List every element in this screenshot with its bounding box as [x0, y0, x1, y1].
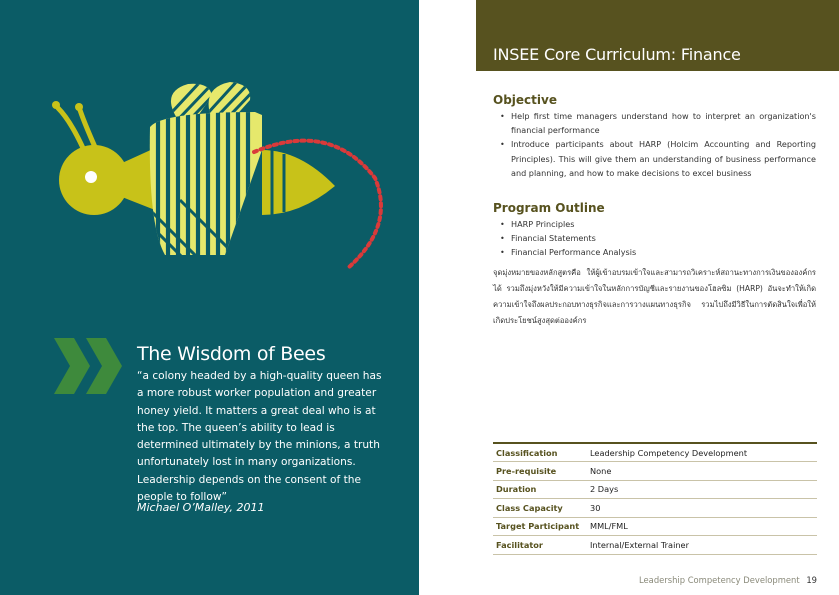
table-row — [493, 443, 817, 462]
course-details-table — [493, 442, 817, 555]
table-row — [493, 536, 817, 555]
wisdom-quote: “a colony headed by a high-quality queen has a more robust worker population and greater honey yield. It matters a great deal who is at the top. The queen’s ability to lead is determined ultimately by the minions, a truth unfortunately lost in many organizations. Leadership depends on the consent of the people to follow” — [137, 370, 382, 504]
detail-label: Pre-requisite — [496, 465, 557, 476]
bee-head — [59, 145, 155, 215]
table-row — [493, 499, 817, 518]
detail-label: Duration — [496, 484, 537, 495]
detail-value: MML/FML — [590, 521, 628, 532]
detail-value: Leadership Competency Development — [590, 447, 748, 458]
page-number: 19 — [806, 575, 817, 585]
detail-value: Internal/External Trainer — [590, 539, 689, 550]
list-item: • Financial Statements — [500, 231, 816, 245]
detail-label: Classification — [496, 447, 558, 458]
list-item: • HARP Principles — [500, 217, 816, 231]
bee-illustration — [0, 0, 419, 300]
objective-list — [500, 109, 816, 180]
quote-author: Michael O’Malley, 2011 — [137, 501, 265, 514]
table-row — [493, 517, 817, 536]
detail-label: Facilitator — [496, 539, 543, 550]
footer-text: Leadership Competency Development — [639, 575, 800, 585]
detail-value: None — [590, 465, 612, 476]
list-item: • Help first time managers understand how to interpret an organization's financial performance — [500, 109, 816, 137]
table-row — [493, 462, 817, 481]
detail-label: Target Participant — [496, 521, 580, 532]
list-item: • Financial Performance Analysis — [500, 245, 816, 259]
left-panel — [0, 0, 419, 595]
bee-body — [140, 100, 280, 270]
detail-label: Class Capacity — [496, 502, 563, 513]
thai-description: จุดมุ่งหมายของหลักสูตรคือ ให้ผู้เข้าอบรมเข้าใจและสามารถวิเคราะห์สถานะทางการเงินขององค์กรได้ รวมถึงมุ่งหวังให้มีความเข้าใจในหลักการบัญชีและรายงานของโฮลซิม (HARP) อันจะทำให้เกิดความเข้าใจถึงผลประกอบทางธุรกิจและการวางแผนทางธุรกิจ รวมไปถึงมีวิธีในการตัดสินใจเพื่อให้เกิดประโยชน์สูงสุดต่อองค์กร — [493, 268, 816, 325]
detail-value: 2 Days — [590, 484, 619, 495]
program-outline-heading: Program Outline — [493, 201, 605, 215]
page-footer — [639, 575, 817, 585]
page-title: INSEE Core Curriculum: Finance — [493, 45, 741, 64]
program-outline-list — [500, 217, 816, 260]
wisdom-title: The Wisdom of Bees — [137, 343, 326, 365]
bee-stinger — [262, 150, 335, 215]
detail-value: 30 — [590, 502, 601, 513]
double-chevron-right-icon — [52, 338, 124, 394]
table-row — [493, 480, 817, 499]
bee-antennae — [58, 108, 95, 148]
objective-heading: Objective — [493, 93, 557, 107]
list-item: • Introduce participants about HARP (Holcim Accounting and Reporting Principles). This will give them an understanding of business performance and planning, and how to make decisions to excel business — [500, 137, 816, 180]
